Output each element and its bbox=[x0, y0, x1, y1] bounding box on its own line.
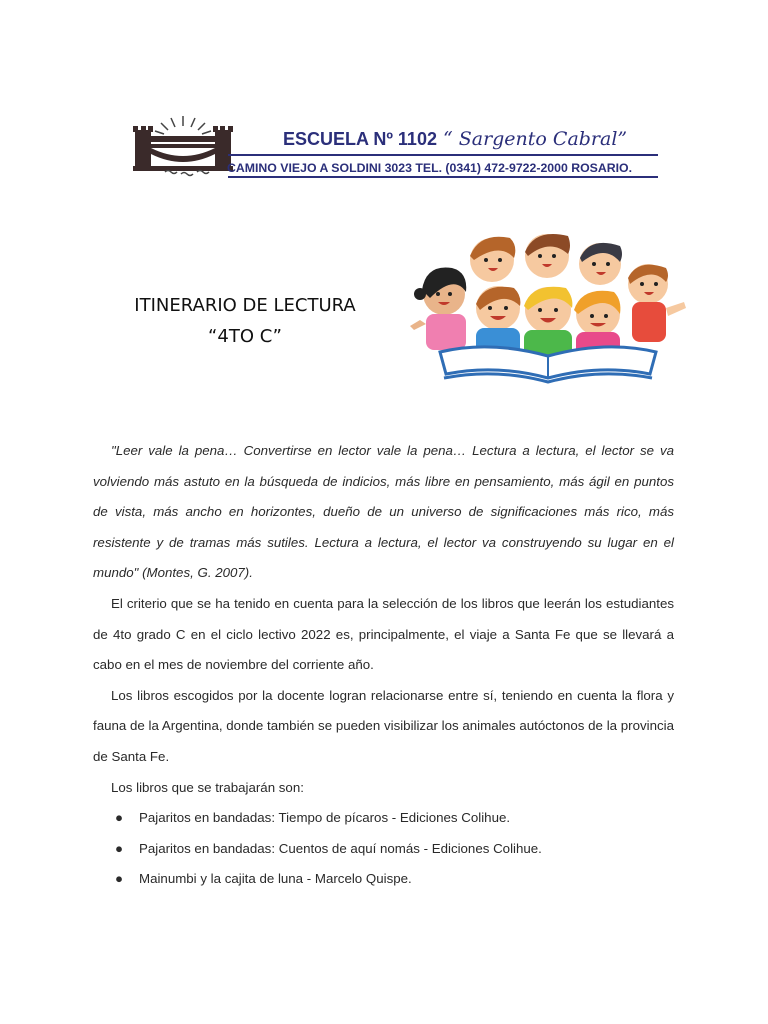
bullet-icon: ● bbox=[115, 840, 124, 856]
book-list bbox=[93, 803, 674, 895]
title-line-1: ITINERARIO DE LECTURA bbox=[134, 295, 356, 316]
letterhead bbox=[133, 110, 658, 182]
school-address: CAMINO VIEJO A SOLDINI 3023 TEL. (0341) 472-9722-2000 ROSARIO. bbox=[227, 161, 633, 175]
document-title bbox=[100, 290, 390, 352]
school-motto: “ Sargento Cabral” bbox=[442, 128, 628, 150]
list-intro: Los libros que se trabajarán son: bbox=[111, 779, 304, 795]
bullet-icon: ● bbox=[115, 810, 124, 826]
bullet-icon: ● bbox=[115, 871, 124, 887]
book-title: Mainumbi y la cajita de luna - Marcelo Quispe. bbox=[139, 871, 412, 887]
header-rule-bottom bbox=[228, 176, 658, 178]
school-number: ESCUELA Nº 1102 bbox=[283, 129, 437, 149]
paragraph-criteria: El criterio que se ha tenido en cuenta para la selección de los libros que leerán los estudiantes de 4to grado C en el ciclo lectivo 2022 es, principalmente, el viaje a Santa Fe que se llevará a cabo en el mes de noviembre del corriente año. bbox=[93, 595, 674, 673]
school-bridge-logo bbox=[133, 114, 233, 182]
list-item bbox=[93, 803, 674, 834]
header-rule-top bbox=[228, 154, 658, 156]
paragraph-books-chosen: Los libros escogidos por la docente logran relacionarse entre sí, teniendo en cuenta la flora y fauna de la Argentina, donde también se pueden visibilizar los animales autóctonos de la provincia de Santa Fe. bbox=[93, 687, 674, 764]
epigraph-quote: "Leer vale la pena… Convertirse en lector vale la pena… Lectura a lectura, el lector se va volviendo más astuto en la búsqueda de indicios, más libre en pensamiento, más ágil en puntos de vista, más ancho en horizontes, dueño de un universo de significaciones más rico, más resistente y de tramas más sutiles. Lectura a lectura, el lector va construyendo su lugar en el mundo" (Montes, G. 2007). bbox=[93, 443, 674, 581]
title-line-2: “4TO C” bbox=[208, 326, 282, 347]
list-item bbox=[93, 864, 674, 895]
book-title: Pajaritos en bandadas: Tiempo de pícaros - Ediciones Colihue. bbox=[139, 810, 511, 826]
list-item bbox=[93, 834, 674, 865]
school-name bbox=[283, 128, 627, 150]
children-reading-illustration bbox=[410, 228, 690, 388]
book-title: Pajaritos en bandadas: Cuentos de aquí nomás - Ediciones Colihue. bbox=[139, 840, 542, 856]
document-body bbox=[93, 436, 674, 895]
